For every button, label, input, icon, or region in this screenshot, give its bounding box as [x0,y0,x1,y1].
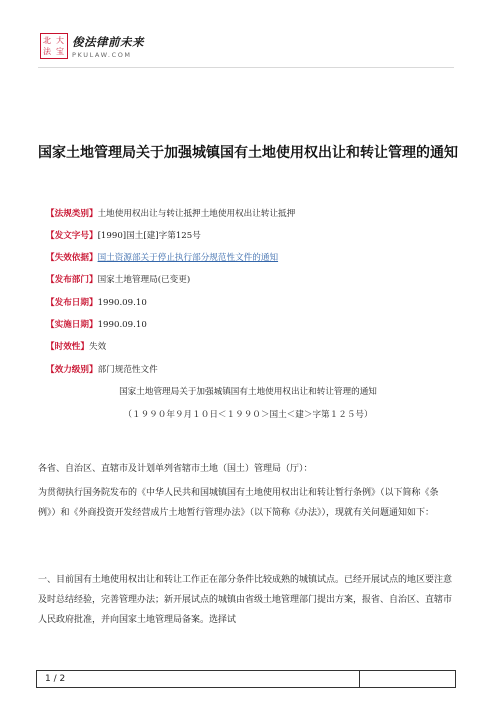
meta-row [46,319,147,331]
logo-char: 北 [43,36,51,45]
meta-key: 【发布日期】 [46,298,98,308]
brand-url: PKULAW.COM [72,51,132,59]
doc-heading: 国家土地管理局关于加强城镇国有土地使用权出让和转让管理的通知 [119,387,377,397]
meta-value: 失效 [88,342,107,352]
meta-key: 【实施日期】 [46,320,98,330]
page-title: 国家土地管理局关于加强城镇国有土地使用权出让和转让管理的通知 [38,145,458,161]
paragraph: 一、目前国有土地使用权出让和转让工作正在部分条件比较成熟的城镇试点。已经开展试点的地区要注意及时总结经验，完善管理办法；新开展试点的城镇由省级土地管理部门提出方案，报省、自治区、直辖市人民政府批准，并向国家土地管理局备案。选择试 [38,575,453,625]
brand [72,34,144,59]
header-divider [38,67,454,68]
doc-number: （１９９０年９月１０日＜１９９０＞国土＜建＞字第１２５号） [123,410,373,420]
meta-value: 国家土地管理局(已变更) [97,275,191,285]
paragraph: 为贯彻执行国务院发布的《中华人民共和国城镇国有土地使用权出让和转让暂行条例》（以下简称《条例》）和《外商投资开发经营成片土地暂行管理办法》（以下简称《办法》），现就有关问题通知如下： [38,488,439,518]
meta-value: 部门规范性文件 [97,365,158,375]
meta-row [46,252,278,264]
meta-row [46,230,201,242]
meta-row [46,208,295,220]
meta-value: [1990]国土[建]字第125号 [97,231,201,241]
meta-value: 土地使用权出让与转让抵押土地使用权出让转让抵押 [97,209,296,219]
repeal-basis-link[interactable]: 国土资源部关于停止执行部分规范性文件的通知 [97,253,279,263]
meta-key: 【发布部门】 [46,275,98,285]
meta-value: 1990.09.10 [97,320,147,330]
page-number: 1 / 2 [37,671,360,687]
logo-char: 大 [56,36,64,45]
logo-char: 法 [43,47,51,56]
logo [40,33,68,59]
meta-value: 1990.09.10 [97,298,147,308]
meta-row [46,274,190,286]
meta-key: 【法规类别】 [46,209,98,219]
footer-cell [360,671,455,687]
meta-row [46,341,106,353]
logo-char: 宝 [56,47,64,56]
meta-key: 【发文字号】 [46,231,98,241]
meta-key: 【效力级别】 [46,365,98,375]
page-footer [36,670,456,688]
meta-row [46,297,147,309]
meta-key: 【失效依据】 [46,253,98,263]
meta-row [46,364,158,376]
meta-key: 【时效性】 [46,342,89,352]
brand-slogan: 俊法律前未来 [72,35,144,49]
paragraph: 各省、自治区、直辖市及计划单列省辖市土地（国土）管理局（厅）： [38,464,313,474]
